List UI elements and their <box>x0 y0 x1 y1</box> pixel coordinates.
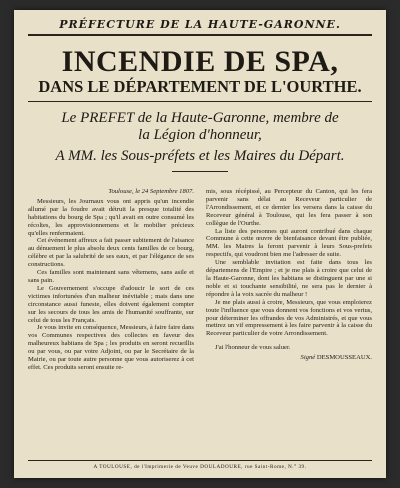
dateline: Toulouse, le 24 Septembre 1807. <box>108 188 194 195</box>
signature-name: DESMOUSSEAUX. <box>316 354 372 362</box>
letter-column-right <box>206 188 372 426</box>
sender-line-1: Le PREFET de la Haute-Garonne, membre de <box>61 110 339 126</box>
paragraph: La liste des personnes qui auront contribué dans chaque Commune à cette œuvre de bienfaisance devant être publiée, MM. les Maires la feront parvenir à leurs Sous-prefets respectifs, qui voudront bien me l'adresser de suite. <box>206 227 372 259</box>
signature-block <box>206 354 372 362</box>
letter-column-left <box>28 188 194 426</box>
divider-rule <box>172 171 228 172</box>
paragraph: Le Gouvernement s'occupe d'adoucir le sort de ces victimes infortunées d'un malheur inévitable ; mais dans une circonstance aussi funeste, elles doivent également compter sur les secours de tous les amis de l'humanité souffrante, sur celui de tous les Français. <box>28 284 194 324</box>
document-title: INCENDIE DE SPA, <box>61 45 339 78</box>
paragraph: Une semblable invitation est faite dans tous les départemens de l'Empire ; et je me plais à croire que celui de la Haute-Garonne, dont les habitans se distinguent par une si noble et si touchante sensibilité, ne sera pas le dernier à répondre à la voix sacrée du malheur ! <box>206 259 372 298</box>
printed-sheet <box>14 10 386 478</box>
prefecture-heading: PRÉFECTURE DE LA HAUTE-GARONNE. <box>28 18 372 36</box>
sheet-content <box>28 18 372 470</box>
document-subtitle: DANS LE DÉPARTEMENT DE L'OURTHE. <box>28 78 372 102</box>
paragraph: Messieurs, les Journaux vous ont appris qu'un incendie allumé par la foudre avait détruit la presque totalité des habitations du bourg de Spa ; qu'il avait en outre consumé les récoltes, les approvisionnemens et le mobilier précieux qu'elles renfermaient. <box>28 197 194 237</box>
paragraph: Cet événement affreux a fait passer subitement de l'aisance au dénuement le plus absolu deux cents familles de ce bourg, célèbre et par la salubrité de ses eaux, et par l'élégance de ses constructions. <box>28 237 194 269</box>
paragraph: Je vous invite en conséquence, Messieurs, à faire faire dans vos Communes respectives des collectes en faveur des malheureux habitans de Spa ; les produits en seront recueillis ou par vous, ou par votre Adjoint, ou par le Secrétaire de la Mairie, ou par toute autre personne que vous autoriserez à cet effet. Ces produits seront ensuite re- <box>28 324 194 371</box>
paragraph: mis, sous récépissé, au Percepteur du Canton, qui les fera parvenir sans délai au Receveur particulier de l'Arrondissement, et ce dernier les versera dans la caisse du Receveur général à Toulouse, qui les fera passer à son collègue de l'Ourthe. <box>206 188 372 227</box>
paragraph: Je me plais aussi à croire, Messieurs, que vous emploierez toute l'influence que vous donnent vos fonctions et vos vertus, pour déterminer les offrandes de vos Administrés, et que vous mettrez un vif empressement à les faire parvenir à la caisse du Receveur particulier de votre Arrondissement. <box>206 298 372 338</box>
sender-line-2: la Légion d'honneur, <box>138 127 262 143</box>
printer-imprint: A TOULOUSE, de l'Imprimerie de Veuve DOULADOURE, rue Saint-Rome, N.° 39. <box>28 460 372 470</box>
paragraph: Ces familles sont maintenant sans vêtemens, sans asile et sans pain. <box>28 269 194 284</box>
sender-block <box>28 110 372 144</box>
closing-line: J'ai l'honneur de vous saluer. <box>215 344 291 352</box>
recipient-line: A MM. les Sous-préfets et les Maires du Départ. <box>55 148 345 164</box>
signed-label: Signé <box>300 354 316 362</box>
letter-body <box>28 188 372 426</box>
